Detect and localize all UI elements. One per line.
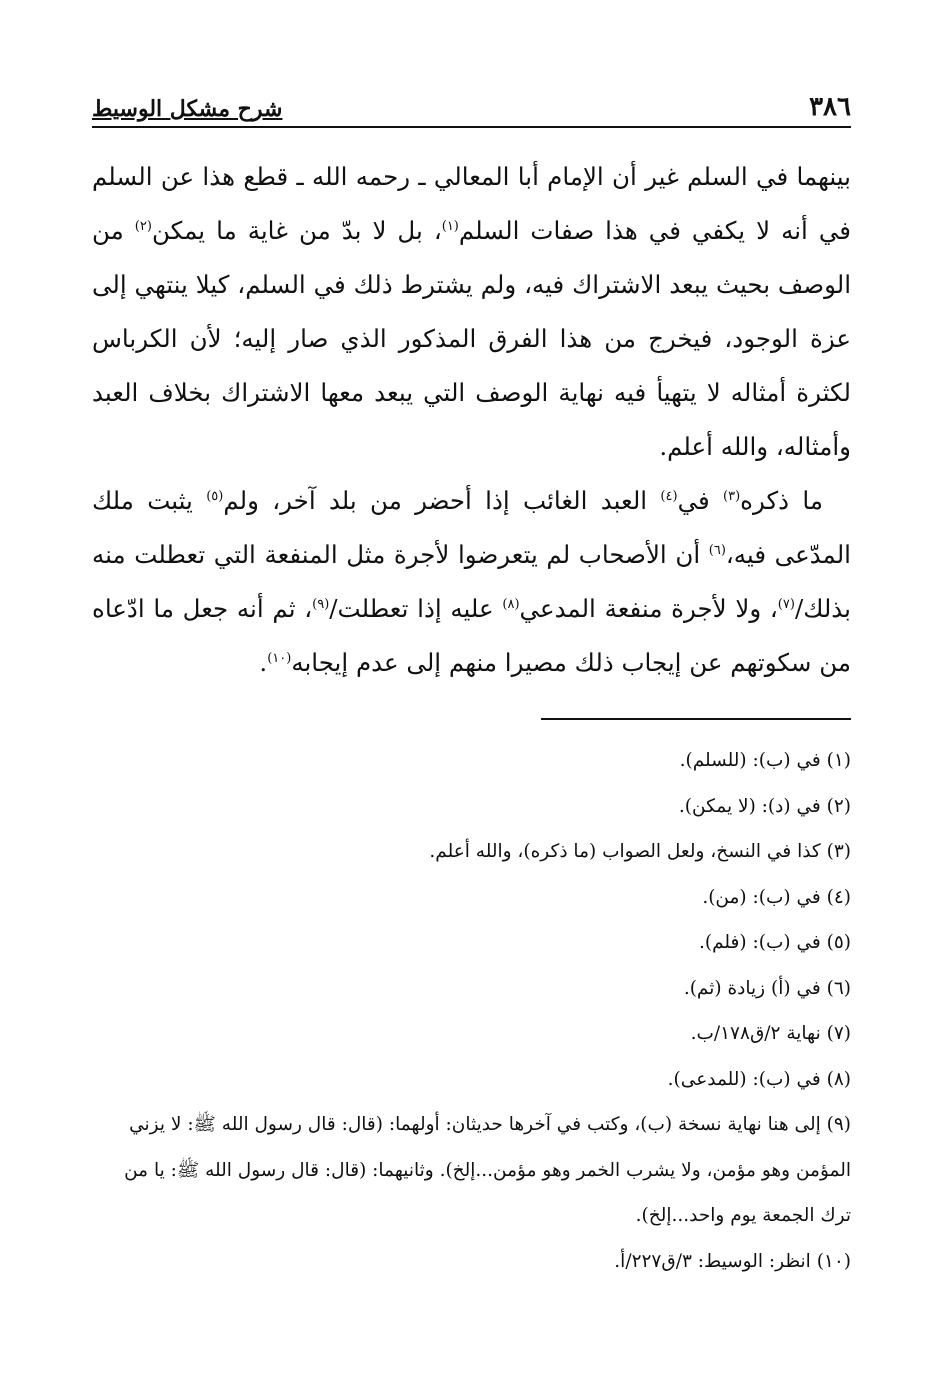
footnote-7 <box>92 1011 851 1057</box>
footnote-number: (٢) <box>826 795 851 817</box>
footnote-3 <box>92 829 851 875</box>
text-segment: ، ثم أنه جعل ما ادّعاه من سكوتهم عن إيجاب ذلك مصيرا منهم إلى عدم إيجابه <box>92 594 851 677</box>
footnote-text: انظر: الوسيط: ٣/ق٢٢٧/أ. <box>614 1250 811 1272</box>
footnote-text: في (ب): (من). <box>702 886 821 908</box>
footnote-8 <box>92 1057 851 1103</box>
footnote-ref-8: (٨) <box>502 596 520 612</box>
footnote-2 <box>92 784 851 830</box>
running-title: شرح مشكل الوسيط <box>92 96 283 122</box>
footnote-number: (٦) <box>826 977 851 999</box>
text-segment: من الوصف بحيث يبعد الاشتراك فيه، ولم يشترط ذلك في السلم، كيلا ينتهي إلى عزة الوجود، فيخرج من هذا الفرق المذكور الذي صار إليه؛ لأن الكرباس لكثرة أمثاله لا يتهيأ فيه نهاية الوصف التي يبعد معها الاشتراك بخلاف العبد وأمثاله، والله أعلم. <box>92 216 851 461</box>
footnote-number: (٤) <box>826 886 851 908</box>
footnote-number: (٥) <box>826 932 851 953</box>
footnote-ref-6: (٦) <box>708 542 726 558</box>
footnote-divider <box>541 718 851 720</box>
text-segment: بينهما في السلم غير أن الإمام أبا المعالي ـ رحمه الله ـ قطع هذا عن السلم في أنه لا يكفي في هذا صفات السلم <box>92 162 851 245</box>
footnote-1 <box>92 738 851 784</box>
paragraph-1 <box>92 150 851 474</box>
text-segment: يثبت ملك المدّعى فيه، <box>92 486 851 569</box>
footnote-text: كذا في النسخ، ولعل الصواب (ما ذكره)، والله أعلم. <box>429 841 821 862</box>
text-segment: عليه إذا تعطلت/ <box>329 594 503 623</box>
page-header <box>92 88 851 128</box>
footnote-number: (٣) <box>826 841 851 862</box>
footnote-text: نهاية ٢/ق١٧٨/ب. <box>690 1023 821 1044</box>
footnote-6 <box>92 966 851 1012</box>
footnote-text: في (د): (لا يمكن). <box>678 795 821 817</box>
text-segment: . <box>259 648 268 677</box>
footnote-9 <box>92 1102 851 1239</box>
footnote-number: (١٠) <box>816 1250 851 1272</box>
footnote-text: في (أ) زيادة (ثم). <box>683 977 821 999</box>
footnote-10 <box>92 1239 851 1285</box>
footnote-text: في (ب): (فلم). <box>699 932 821 953</box>
text-segment: العبد الغائب إذا أحضر من بلد آخر، ولم <box>223 486 661 515</box>
main-text <box>92 150 851 690</box>
footnote-ref-2: (٢) <box>134 218 152 234</box>
footnote-ref-10: (١٠) <box>267 650 292 666</box>
footnote-number: (٧) <box>826 1023 851 1044</box>
footnote-ref-5: (٥) <box>206 488 224 504</box>
footnote-number: (٨) <box>826 1068 851 1090</box>
footnote-ref-3: (٣) <box>723 488 741 504</box>
footnote-ref-4: (٤) <box>660 488 678 504</box>
footnote-text: إلى هنا نهاية نسخة (ب)، وكتب في آخرها حديثان: أولهما: (قال: قال رسول الله ﷺ: لا يزني المؤمن وهو مؤمن، ولا يشرب الخمر وهو مؤمن...إلخ). وثانيهما: (قال: قال رسول الله ﷺ: يا من ترك الجمعة يوم واحد...إلخ). <box>124 1114 851 1226</box>
footnote-5 <box>92 920 851 966</box>
footnote-text: في (ب): (للسلم). <box>679 750 821 771</box>
footnote-text: في (ب): (للمدعى). <box>667 1068 821 1090</box>
text-segment: ، بل لا بدّ من غاية ما يمكن <box>151 216 442 245</box>
footnote-ref-1: (١) <box>441 218 459 234</box>
footnote-ref-9: (٩) <box>312 596 330 612</box>
footnote-number: (١) <box>826 750 851 771</box>
text-segment: في <box>677 486 724 515</box>
footnotes <box>92 738 851 1284</box>
text-segment: ما ذكره <box>740 486 823 515</box>
text-segment: أن الأصحاب لم يتعرضوا لأجرة مثل المنفعة التي تعطلت منه بذلك/ <box>92 540 851 623</box>
page-number: ٣٨٦ <box>809 92 851 122</box>
footnote-number: (٩) <box>826 1114 851 1135</box>
footnote-ref-7: (٧) <box>777 596 795 612</box>
text-segment: ، ولا لأجرة منفعة المدعي <box>519 594 778 623</box>
footnote-4 <box>92 875 851 921</box>
paragraph-2 <box>92 474 851 690</box>
